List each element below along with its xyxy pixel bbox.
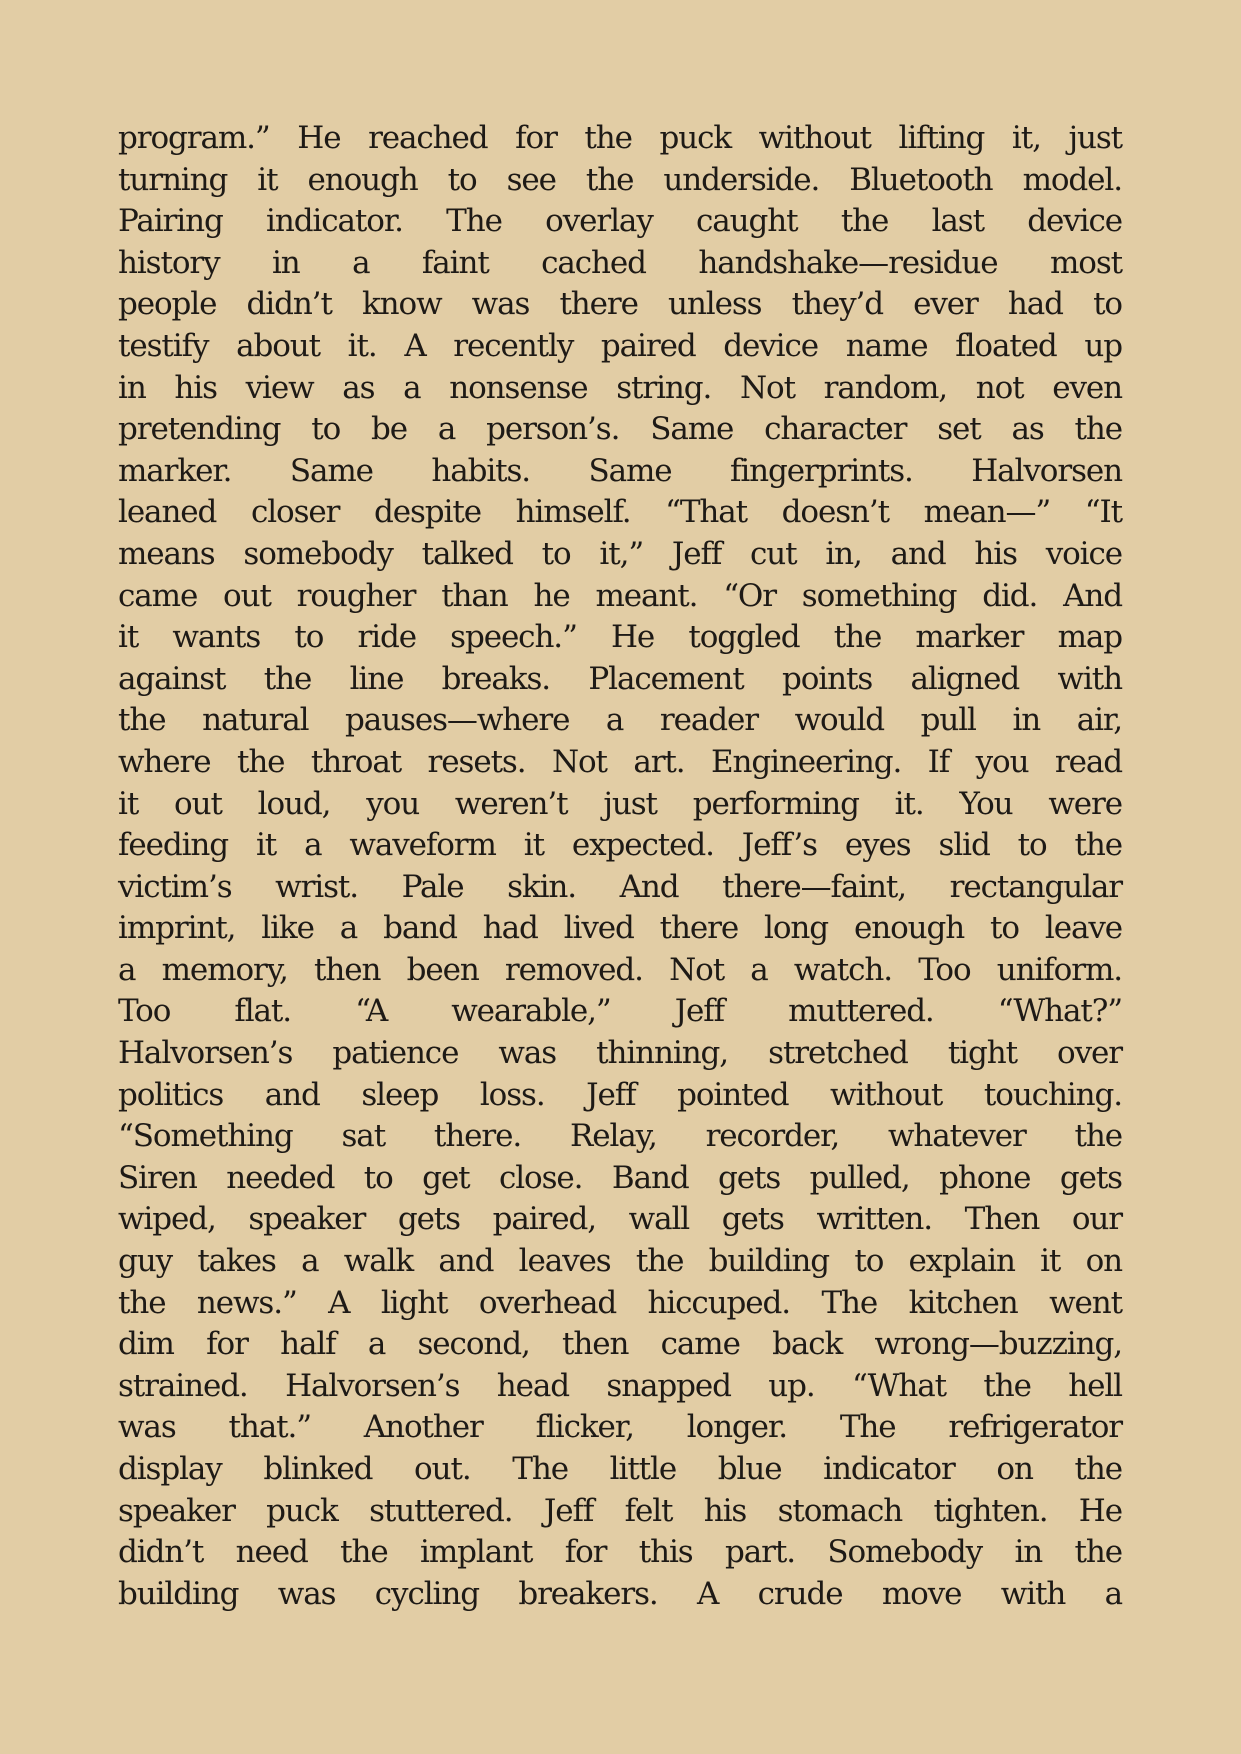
text-line: feeding it a waveform it expected. Jeff’s eyes slid to the <box>118 827 1122 864</box>
document-page <box>118 118 1122 1615</box>
text-line: dim for half a second, then came back wrong—buzzing, <box>118 1326 1122 1363</box>
text-line: the news.” A light overhead hiccuped. The kitchen went <box>118 1284 1122 1321</box>
text-line: Too flat. “A wearable,” Jeff muttered. “What?” <box>118 993 1122 1030</box>
text-line: marker. Same habits. Same fingerprints. Halvorsen <box>118 452 1122 489</box>
text-line: Halvorsen’s patience was thinning, stretched tight over <box>118 1035 1122 1072</box>
text-line: politics and sleep loss. Jeff pointed without touching. <box>118 1076 1122 1113</box>
text-line: building was cycling breakers. A crude move with a <box>118 1575 1122 1612</box>
text-line: program.” He reached for the puck without lifting it, just <box>118 120 1122 156</box>
text-line: came out rougher than he meant. “Or something did. And <box>118 577 1122 614</box>
text-line: victim’s wrist. Pale skin. And there—faint, rectangular <box>118 868 1122 905</box>
text-line: means somebody talked to it,” Jeff cut in, and his voice <box>118 535 1122 572</box>
text-line: testify about it. A recently paired device name floated up <box>118 327 1122 364</box>
text-line: it out loud, you weren’t just performing it. You were <box>118 785 1122 822</box>
text-line: where the throat resets. Not art. Engineering. If you read <box>118 743 1122 780</box>
text-line: the natural pauses—where a reader would pull in air, <box>118 702 1122 739</box>
text-line: Pairing indicator. The overlay caught the last device <box>118 203 1122 240</box>
text-line: history in a faint cached handshake—residue most <box>118 244 1122 281</box>
text-line: leaned closer despite himself. “That doesn’t mean—” “It <box>118 494 1122 531</box>
text-line: it wants to ride speech.” He toggled the marker map <box>118 619 1122 656</box>
text-line: didn’t need the implant for this part. Somebody in the <box>118 1534 1122 1571</box>
text-line: “Something sat there. Relay, recorder, whatever the <box>118 1118 1122 1155</box>
text-line: people didn’t know was there unless they’d ever had to <box>118 286 1122 323</box>
text-line: speaker puck stuttered. Jeff felt his stomach tighten. He <box>118 1492 1122 1529</box>
body-text <box>118 118 1122 1615</box>
text-line: wiped, speaker gets paired, wall gets written. Then our <box>118 1201 1122 1238</box>
text-line: strained. Halvorsen’s head snapped up. “What the hell <box>118 1367 1122 1404</box>
text-line: was that.” Another flicker, longer. The refrigerator <box>118 1409 1122 1446</box>
text-line: in his view as a nonsense string. Not random, not even <box>118 369 1122 406</box>
text-line: imprint, like a band had lived there long enough to leave <box>118 910 1122 947</box>
text-line: display blinked out. The little blue indicator on the <box>118 1451 1122 1487</box>
text-line: against the line breaks. Placement points aligned with <box>118 660 1122 697</box>
text-line: Siren needed to get close. Band gets pulled, phone gets <box>118 1159 1122 1196</box>
text-line: a memory, then been removed. Not a watch. Too uniform. <box>118 951 1122 988</box>
text-line: pretending to be a person’s. Same character set as the <box>118 411 1122 448</box>
text-line: turning it enough to see the underside. Bluetooth model. <box>118 161 1122 198</box>
text-line: guy takes a walk and leaves the building to explain it on <box>118 1243 1122 1280</box>
